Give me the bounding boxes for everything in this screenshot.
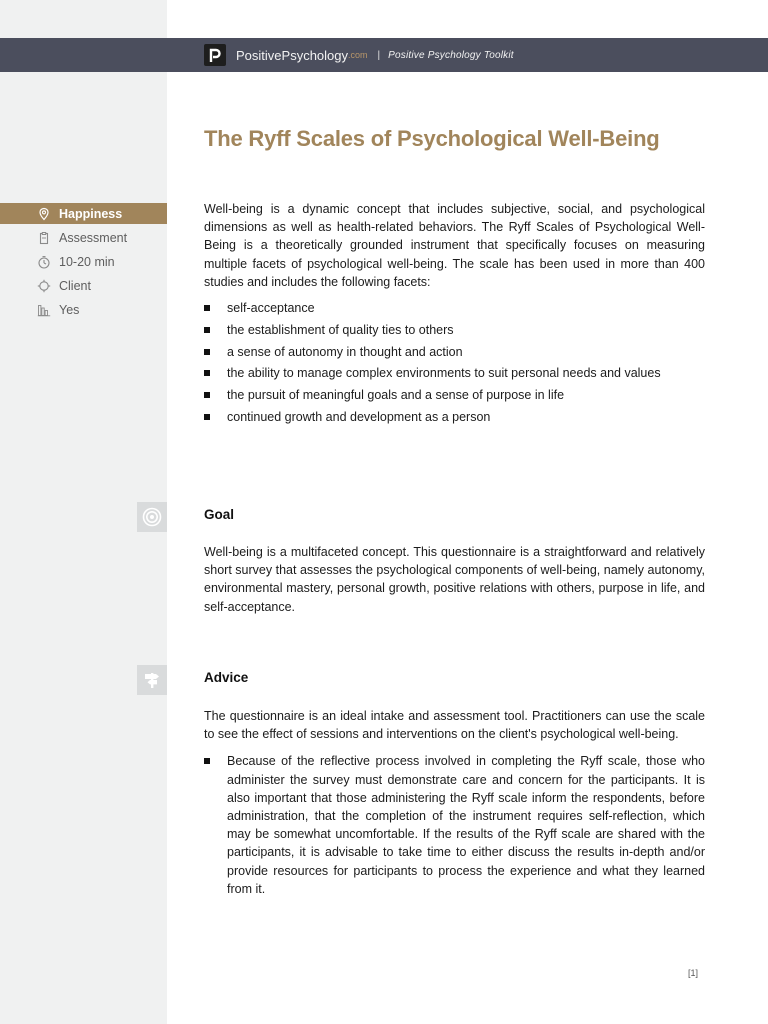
page-title: The Ryff Scales of Psychological Well-Being xyxy=(204,126,660,151)
advice-section xyxy=(204,707,705,902)
goal-section xyxy=(204,543,705,616)
toolkit-label: Positive Psychology Toolkit xyxy=(388,49,514,61)
goal-paragraph: Well-being is a multifaceted concept. This questionnaire is a straightforward and relatively short survey that assesses the psychological components of well-being, namely autonomy, environmental mastery, personal growth, positive relations with others, purpose in life, and self-acceptance. xyxy=(204,545,705,614)
meta-item-category xyxy=(0,203,167,224)
meta-label-duration: 10-20 min xyxy=(59,255,115,269)
list-item: self-acceptance xyxy=(204,299,705,317)
location-pin-icon xyxy=(37,207,51,221)
signpost-icon xyxy=(142,670,162,690)
list-item: the ability to manage complex environments to suit personal needs and values xyxy=(204,364,705,382)
crosshair-icon xyxy=(37,279,51,293)
list-item: Because of the reflective process involved in completing the Ryff scale, those who administer the survey must demonstrate care and concern for the participants. It is also important that those administering the Ryff scale inform the respondents, before administration, that the completion of the instrument requires self-reflection, which may be somewhat uncomfortable. If the results of the Ryff scale are shared with the participants, it is advisable to take time to either discuss the results in-depth and/or provide resources for participants to process the experience and what they learned from it. xyxy=(204,752,705,898)
brand-suffix: .com xyxy=(348,50,368,60)
goal-icon-tile xyxy=(137,502,167,532)
logo-p-icon xyxy=(208,47,222,63)
bar-chart-icon xyxy=(37,303,51,317)
brand-name: PositivePsychology xyxy=(236,47,348,63)
header-separator: | xyxy=(377,49,381,61)
list-item: continued growth and development as a person xyxy=(204,408,705,426)
intro-paragraph: Well-being is a dynamic concept that includes subjective, social, and psychological dimensions as well as health-related behaviors. The Ryff Scales of Psychological Well-Being is a theoretically grounded instrument that specifically focuses on measuring multiple facets of psychological well-being. The scale has been used in more than 400 studies and includes the following facets: xyxy=(204,202,705,289)
meta-item-audience xyxy=(0,274,167,298)
page-number: [1] xyxy=(688,968,699,978)
header-brand xyxy=(204,44,514,66)
clipboard-icon xyxy=(37,231,51,245)
facet-list xyxy=(204,299,705,426)
meta-label-category: Happiness xyxy=(59,206,123,221)
list-item: the establishment of quality ties to others xyxy=(204,321,705,339)
list-item: the pursuit of meaningful goals and a sense of purpose in life xyxy=(204,386,705,404)
advice-paragraph: The questionnaire is an ideal intake and assessment tool. Practitioners can use the scale to see the effect of sessions and interventions on the client's psychological well-being. xyxy=(204,709,705,742)
meta-list xyxy=(0,203,167,322)
list-item: a sense of autonomy in thought and action xyxy=(204,343,705,361)
intro-section xyxy=(204,200,705,430)
advice-icon-tile xyxy=(137,665,167,695)
goal-heading: Goal xyxy=(204,507,235,522)
meta-label-scoring: Yes xyxy=(59,303,80,317)
target-icon xyxy=(142,507,162,527)
advice-list xyxy=(204,752,705,898)
meta-item-type xyxy=(0,226,167,250)
logo-icon xyxy=(204,44,226,66)
meta-label-audience: Client xyxy=(59,279,91,293)
meta-item-scoring xyxy=(0,298,167,322)
meta-item-duration xyxy=(0,250,167,274)
stopwatch-icon xyxy=(37,255,51,269)
meta-label-type: Assessment xyxy=(59,231,128,245)
advice-heading: Advice xyxy=(204,670,249,685)
